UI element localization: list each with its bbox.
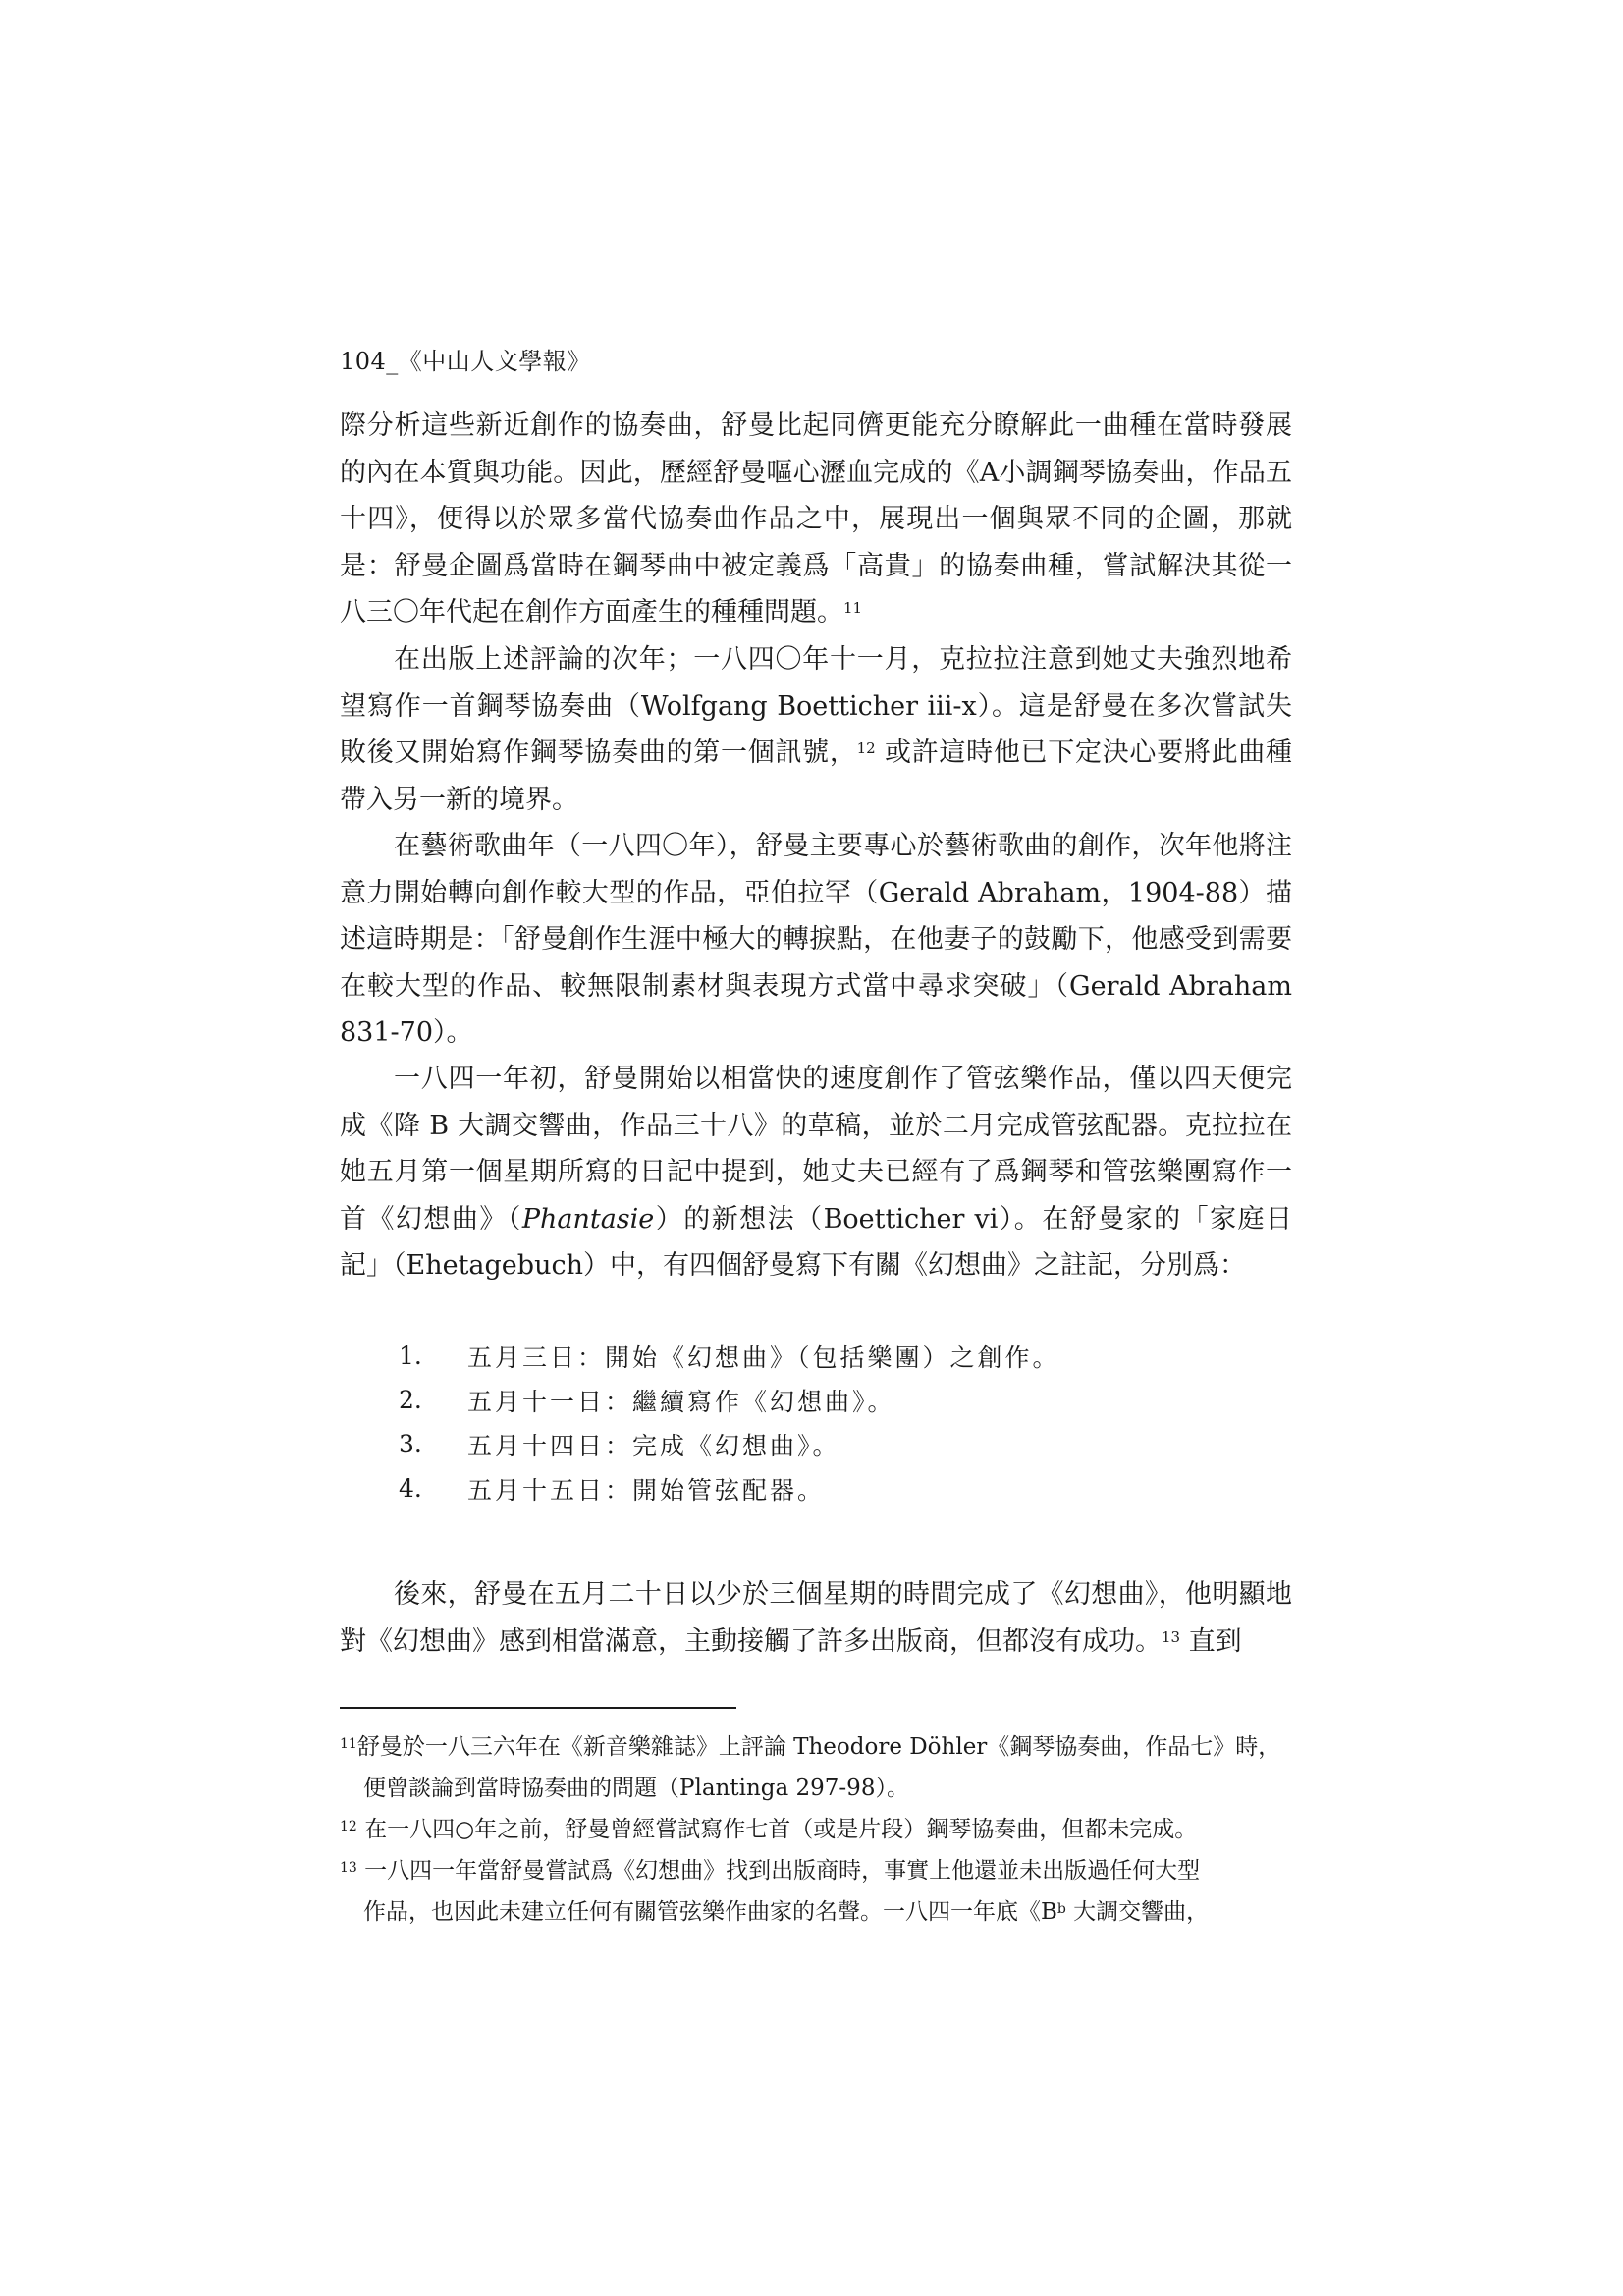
footnote-text: 作品，也因此未建立任何有關管弦樂作曲家的名聲。一八四一年底《B (363, 1899, 1057, 1925)
footnote-text: 舒曼於一八三六年在《新音樂雜誌》上評論 Theodore Döhler《鋼琴協奏曲，作品七》時， (356, 1734, 1281, 1760)
footnote-text-cont: 大調交響曲， (1065, 1899, 1210, 1925)
paragraph-2 (340, 636, 1292, 823)
paragraph-text-cont: ）的新想法（Boetticher vi）。在舒曼家的「家庭日記」（Ehetagebuch）中，有四個舒曼寫下有關《幻想曲》之註記，分別爲： (340, 1203, 1293, 1281)
diary-entries-list (340, 1334, 1292, 1510)
footnote-divider (340, 1707, 736, 1709)
footnote-mark: 11 (340, 1736, 357, 1752)
footnote-ref-11[interactable]: 11 (843, 599, 863, 617)
flat-superscript: b (1056, 1901, 1066, 1917)
paragraph-text-cont: 或許這時他已下定決心要將此曲種帶入另一新的境界。 (340, 738, 1292, 815)
list-item-number: 3. (399, 1430, 422, 1458)
paragraph-text: 在藝術歌曲年（一八四〇年），舒曼主要專心於藝術歌曲的創作，次年他將注意力開始轉向創作較大型的作品，亞伯拉罕（Gerald Abraham，1904-88）描述這時期是：「舒曼創作生涯中極大的轉捩點，在他妻子的鼓勵下，他感受到需要在較大型的作品、較無限制素材與表現方式當中尋求突破」（Gerald Abraham 831-70）。 (340, 831, 1292, 1048)
paragraph-5 (340, 1571, 1292, 1665)
footnote-mark: 13 (340, 1860, 357, 1876)
paragraph-text-cont: 直到 (1180, 1625, 1242, 1657)
running-title: 104_《中山人文學報》 (340, 348, 591, 375)
footnote-mark: 12 (340, 1819, 357, 1834)
list-item-number: 1. (399, 1341, 422, 1370)
list-item (340, 1378, 1292, 1422)
paragraph-3 (340, 823, 1292, 1057)
paragraph-text: 後來，舒曼在五月二十日以少於三個星期的時間完成了《幻想曲》，他明顯地對《幻想曲》感到相當滿意，主動接觸了許多出版商，但都沒有成功。 (340, 1579, 1292, 1657)
paragraph-text: 際分析這些新近創作的協奏曲，舒曼比起同儕更能充分瞭解此一曲種在當時發展的內在本質與功能。因此，歷經舒曼嘔心瀝血完成的《A小調鋼琴協奏曲，作品五十四》，便得以於眾多當代協奏曲作品之中，展現出一個與眾不同的企圖，那就是：舒曼企圖爲當時在鋼琴曲中被定義爲「高貴」的協奏曲種，嘗試解決其從一八三〇年代起在創作方面產生的種種問題。 (340, 410, 1292, 628)
footnote-ref-12[interactable]: 12 (856, 739, 876, 757)
running-header (340, 344, 591, 379)
footnote-text: 在一八四○年之前，舒曼曾經嘗試寫作七首（或是片段）鋼琴協奏曲，但都未完成。 (356, 1817, 1198, 1842)
footnotes (340, 1726, 1297, 1933)
paragraph-text: 一八四一年初，舒曼開始以相當快的速度創作了管弦樂作品，僅以四天便完成《降 B 大調交響曲，作品三十八》的草稿，並於二月完成管弦配器。克拉拉在她五月第一個星期所寫的日記中提到，她丈夫已經有了爲鋼琴和管弦樂團寫作一首《幻想曲》（ (340, 1064, 1292, 1234)
footnote-text: 便曾談論到當時協奏曲的問題（Plantinga 297-98）。 (363, 1776, 909, 1801)
list-item (340, 1334, 1292, 1378)
footnote-11-continued (340, 1768, 1297, 1809)
footnote-13 (340, 1850, 1297, 1891)
list-item-number: 4. (399, 1474, 422, 1503)
list-item (340, 1466, 1292, 1510)
footnote-12 (340, 1809, 1297, 1850)
list-item-number: 2. (399, 1386, 422, 1414)
footnote-11 (340, 1726, 1297, 1768)
paragraph-4 (340, 1056, 1292, 1289)
paragraph-text: 在出版上述評論的次年；一八四〇年十一月，克拉拉注意到她丈夫強烈地希望寫作一首鋼琴協奏曲（Wolfgang Boetticher iii-x）。這是舒曼在多次嘗試失敗後又開始寫作鋼琴協奏曲的第一個訊號， (340, 644, 1292, 768)
list-item-text: 五月三日：開始《幻想曲》（包括樂團）之創作。 (467, 1342, 1060, 1372)
footnote-13-continued (340, 1891, 1297, 1933)
list-item-text: 五月十一日：繼續寫作《幻想曲》。 (467, 1387, 895, 1416)
list-item-text: 五月十四日：完成《幻想曲》。 (467, 1431, 840, 1460)
list-item (340, 1422, 1292, 1466)
paragraph-1 (340, 403, 1292, 636)
footnote-ref-13[interactable]: 13 (1162, 1627, 1181, 1646)
list-item-text: 五月十五日：開始管弦配器。 (467, 1475, 826, 1504)
footnote-text: 一八四一年當舒曼嘗試爲《幻想曲》找到出版商時，事實上他還並未出版過任何大型 (356, 1858, 1201, 1884)
italic-title: Phantasie (521, 1203, 655, 1234)
